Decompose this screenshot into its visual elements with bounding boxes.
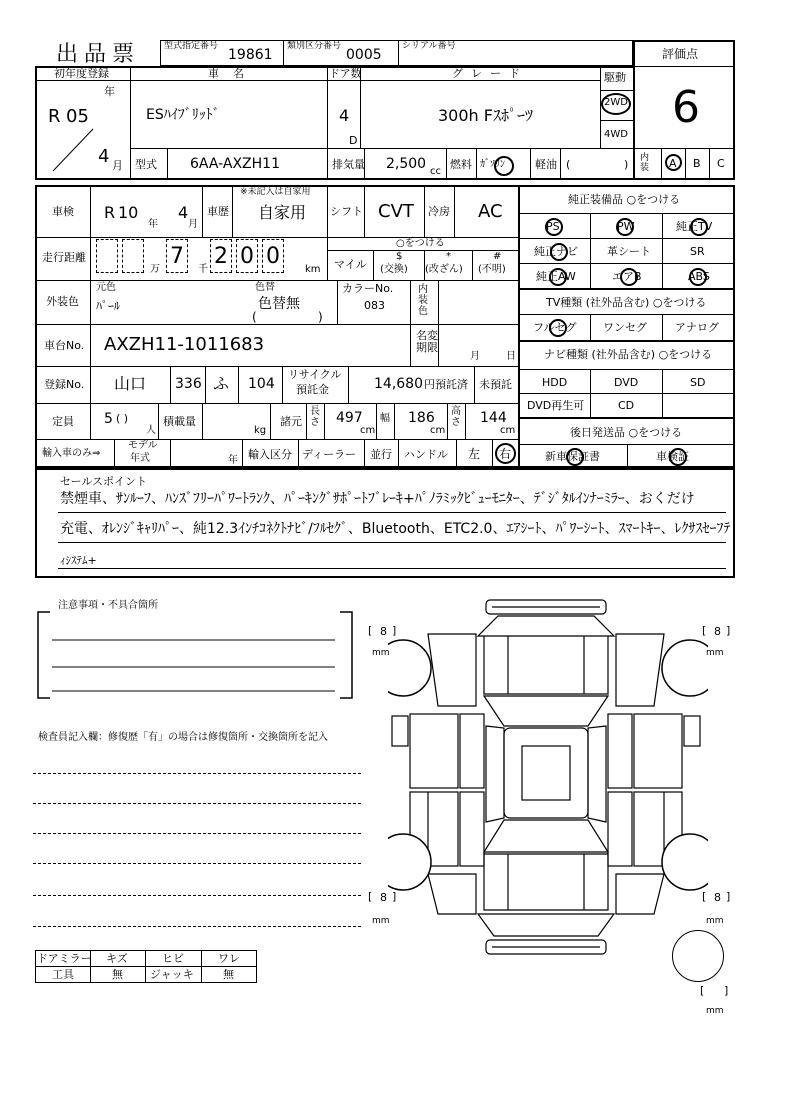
reg-kana: ふ [213,374,230,393]
equip-abs: ABS [688,270,710,283]
sales-label: セールスポイント [60,475,148,488]
reg-region: 山口 [114,374,147,393]
car-name-label: 車名 [208,67,258,80]
navi-cd: CD [618,399,635,412]
mileage-digit: 0 [236,239,258,273]
fuel-paren-close: ) [624,158,629,171]
length-value: 497 [336,410,363,426]
height-label: 高さ [451,406,461,428]
height-value: 144 [480,410,507,426]
drive-label: 駆動 [604,71,626,84]
later-inspection-cert: 車検証 [656,450,689,463]
exterior-label: 外装色 [46,295,79,308]
recycle-label-1: リサイクル [288,368,342,381]
car-name: ESﾊｲﾌﾞﾘｯﾄﾞ [146,107,220,123]
tire-rr-value: 8 [714,891,721,904]
import-type-label: 輸入区分 [248,448,292,461]
recycle-status: 円預託済 [424,378,468,391]
import-dealer: ディーラー [302,448,357,461]
repaint-value: 色替無 [258,296,300,312]
import-parallel: 並行 [370,448,392,461]
capacity-value: 5 [104,411,113,427]
acc-jack: ジャッキ [150,968,194,981]
model-code-label: 型式指定番号 [164,41,219,51]
name-change-month: 月 [470,351,480,362]
drive-2wd: 2WD [604,97,628,108]
dims-label: 諸元 [280,415,302,428]
tire-fl-bracket-close: ] [392,624,397,637]
mileage-sen: 千 [198,264,208,275]
equip-abs-circle [689,268,707,286]
tv-fullseg-circle [549,319,567,337]
length-label: 長さ [310,406,320,428]
doors-label: ドア数 [329,67,362,80]
equip-ps-circle [545,218,563,236]
acc-tools-value: 無 [112,968,123,981]
spare-tire [672,930,724,982]
width-unit: cm [430,425,446,436]
chassis-label: 車台No. [44,339,85,352]
navi-sd: SD [690,376,706,389]
acc-header-break: ワレ [218,952,240,965]
ac-label: 冷房 [428,205,450,218]
interior-grade-b: B [693,157,701,170]
equip-tv: 純正TV [676,220,713,233]
acc-jack-value: 無 [223,968,234,981]
mileage-mile: マイル [334,258,367,271]
cc-unit: cc [430,166,441,177]
model-year-unit: 年 [228,455,238,466]
reg-label: 登録No. [44,378,85,391]
inspection-month-unit: 月 [188,219,198,230]
repaint-paren-close: ) [318,310,323,324]
inspection-year-unit: 年 [148,219,158,230]
handle-right-circle [495,443,516,464]
acc-header-mirror: ドアミラー [37,952,92,965]
navi-title: ナビ種類 (社外品含む) ○をつける [544,348,713,361]
inspection-month: 4 [178,203,189,222]
fuel-label: 燃料 [450,158,472,171]
name-change-label: 名変期限 [416,329,438,354]
mileage-circle-note: ○をつける [396,238,445,249]
model-year-label-1: モデル [128,440,158,451]
mileage-digit: 7 [166,239,188,273]
width-label: 幅 [380,413,390,424]
import-label: 輸入車のみ⇒ [42,448,101,459]
equip-aw-circle [549,268,567,286]
inspector-label: 検査員記入欄：修復歴「有」の場合は修復箇所・交換箇所を記入 [38,732,328,743]
color-no: 083 [364,299,385,312]
sales-line-3: ｨｼｽﾃﾑ+ [60,554,97,567]
mileage-man: 万 [150,264,160,275]
equip-sr: SR [690,245,705,258]
caution-label: 注意事項・不具合箇所 [58,600,158,611]
drive-2wd-circle [601,93,631,115]
sales-line-1: 禁煙車、ｻﾝﾙｰﾌ、ﾊﾝｽﾞﾌﾘｰﾊﾟﾜｰﾄﾗﾝｸ、ﾊﾟｰｷﾝｸﾞｻﾎﾟｰﾄﾌﾞﾚｰｷ+ﾊﾟﾉﾗﾐｯｸﾋﾞｭｰﾓﾆﾀｰ、ﾃﾞｼﾞﾀﾙｲﾝﾅｰﾐﾗｰ、おくだけ [60,491,695,507]
tire-fr-unit: mm [706,648,724,658]
tire-fr-bracket-open: [ [702,624,707,637]
interior-grade-c: C [717,157,725,170]
tire-spare-unit: mm [706,1006,724,1016]
reg-class: 336 [175,376,202,392]
drive-4wd: 4WD [604,129,628,140]
doors-value: 4 [339,106,350,125]
equip-leather: 革シート [607,245,651,258]
first-reg-label: 初年度登録 [54,67,109,80]
interior-color-label: 内装色 [418,284,428,317]
displacement-label: 排気量 [332,158,365,171]
name-change-day: 日 [506,351,516,362]
tv-fullseg: フルセグ [533,321,577,334]
length-unit: cm [360,425,376,436]
history-value: 自家用 [258,203,307,222]
ac-value: AC [478,201,503,222]
width-value: 186 [408,410,435,426]
displacement-value: 2,500 [386,156,427,172]
model-year-label-2: 年式 [130,453,150,464]
tire-spare-bracket-open: [ [700,984,705,997]
equip-pw: PW [617,220,635,233]
caution-bracket [30,605,360,705]
shift-label: シフト [330,205,363,218]
navi-hdd: HDD [542,376,568,389]
class-code-label: 類別区分番号 [287,41,342,51]
tire-fl-value: 8 [380,625,387,638]
grade-value: 300h Fｽﾎﾟｰﾂ [438,106,533,125]
load-label: 積載量 [163,415,196,428]
class-code: 0005 [346,47,382,63]
first-reg-year: 05 [66,106,89,127]
equip-aw: 純正AW [536,270,576,283]
height-unit: cm [500,425,516,436]
fuel-diesel: 軽油 [535,158,557,171]
mileage-exchange: (交換) [380,264,408,275]
door-suffix: D [349,134,358,147]
tv-analog: アナログ [675,321,719,334]
mileage-km: km [305,264,321,275]
score-value: 6 [672,82,700,133]
history-note: ※未記入は自家用 [240,187,311,197]
car-damage-diagram [388,596,708,996]
grade-label: グレード [452,67,528,80]
sales-line-2: 充電、ｵﾚﾝｼﾞｷｬﾘﾊﾟｰ、純12.3ｲﾝﾁｺﾈｸﾄﾅﾋﾞ/ﾌﾙｾｸﾞ、Bluetooth、ETC2.0、ｴｱｼｰﾄ、ﾊﾟﾜｰｼｰﾄ、ｽﾏｰﾄｷｰ、ﾚｸｻｽｾｰﾌﾃ [60,521,731,537]
score-label: 評価点 [662,47,699,61]
navi-dvd: DVD [614,376,639,389]
acc-header-scratch: キズ [106,952,128,965]
fuel-paren-open: ( [566,158,571,171]
tire-fr-bracket-close: ] [726,624,731,637]
fuel-gasoline-circle [494,156,514,176]
tire-rl-bracket-open: [ [368,890,373,903]
navi-dvd-play: DVD再生可 [527,399,585,412]
color-no-label: カラーNo. [342,282,394,295]
form-title: 出品票 [56,42,141,67]
mileage-tamper: (改ざん) [425,264,463,275]
original-color-label: 元色 [96,282,116,293]
mileage-digit [96,239,118,273]
tamper-sym: * [446,251,451,262]
equip-tv-circle [690,218,708,236]
inspection-year: 10 [118,203,139,222]
load-unit: kg [254,425,267,436]
first-reg-year-unit: 年 [104,85,115,98]
acc-header-crack: ヒビ [162,952,184,965]
equip-navi: 純正ナビ [534,245,578,258]
mileage-digit: 2 [210,239,232,273]
interior-grade-label: 内装 [640,153,650,173]
type-value: 6AA-AXZH11 [190,156,280,172]
equip-airbag-circle [620,268,638,286]
tv-oneseg: ワンセグ [603,321,647,334]
interior-grade-a: A [669,157,677,170]
mileage-digit: 0 [262,239,284,273]
interior-grade-circle [665,154,682,171]
capacity-paren: ( ) [116,412,129,425]
later-warranty: 新車保証書 [545,450,600,463]
tire-rl-value: 8 [380,891,387,904]
first-reg-era: R [48,106,61,127]
tire-rl-bracket-close: ] [392,890,397,903]
equipment-title: 純正装備品 ○をつける [568,193,681,206]
fuel-gasoline: ｶﾞｿﾘﾝ [480,159,505,170]
mileage-label: 走行距離 [42,251,86,264]
recycle-amount: 14,680 [374,376,423,392]
recycle-unpaid: 未預託 [479,378,512,391]
tire-fl-unit: mm [372,648,390,658]
handle-left: 左 [468,447,481,461]
acc-tools: 工具 [52,968,74,981]
repaint-label: 色替 [255,282,275,293]
serial-label: シリアル番号 [402,41,456,51]
exchange-sym: $ [396,251,403,262]
recycle-label-2: 預託金 [296,383,329,396]
reg-number: 104 [248,376,275,392]
equip-airbag: エアB [612,270,642,283]
later-warranty-circle [566,448,584,466]
tire-fr-value: 8 [714,625,721,638]
later-inspection-circle [669,448,687,466]
history-label: 車歴 [207,205,229,218]
equip-navi-circle [550,243,568,261]
model-code: 19861 [228,47,273,63]
shift-value: CVT [378,201,414,222]
later-title: 後日発送品 ○をつける [570,426,683,439]
tire-rr-unit: mm [706,916,724,926]
tire-rl-unit: mm [372,916,390,926]
inspection-label: 車検 [52,205,74,218]
type-label: 型式 [135,158,157,171]
equip-pw-circle [616,218,634,236]
original-color: ﾊﾟｰﾙ [96,299,121,313]
chassis-value: AXZH11-1011683 [104,334,265,355]
capacity-unit: 人 [146,425,156,436]
tire-rr-bracket-close: ] [726,890,731,903]
first-reg-month-unit: 月 [112,159,123,172]
tire-rr-bracket-open: [ [702,890,707,903]
inspection-era: R [104,203,116,222]
tire-fl-bracket-open: [ [368,624,373,637]
repaint-paren-open: ( [252,310,257,324]
tire-spare-bracket-close: ] [724,984,729,997]
first-reg-month: 4 [98,146,110,167]
handle-label: ハンドル [404,448,448,461]
equip-ps: PS [546,220,560,233]
mileage-digit [122,239,144,273]
handle-right: 右 [499,447,512,461]
unknown-sym: # [493,251,502,262]
mileage-unknown: (不明) [478,264,506,275]
tv-title: TV種類 (社外品含む) ○をつける [546,296,707,309]
capacity-label: 定員 [52,415,74,428]
